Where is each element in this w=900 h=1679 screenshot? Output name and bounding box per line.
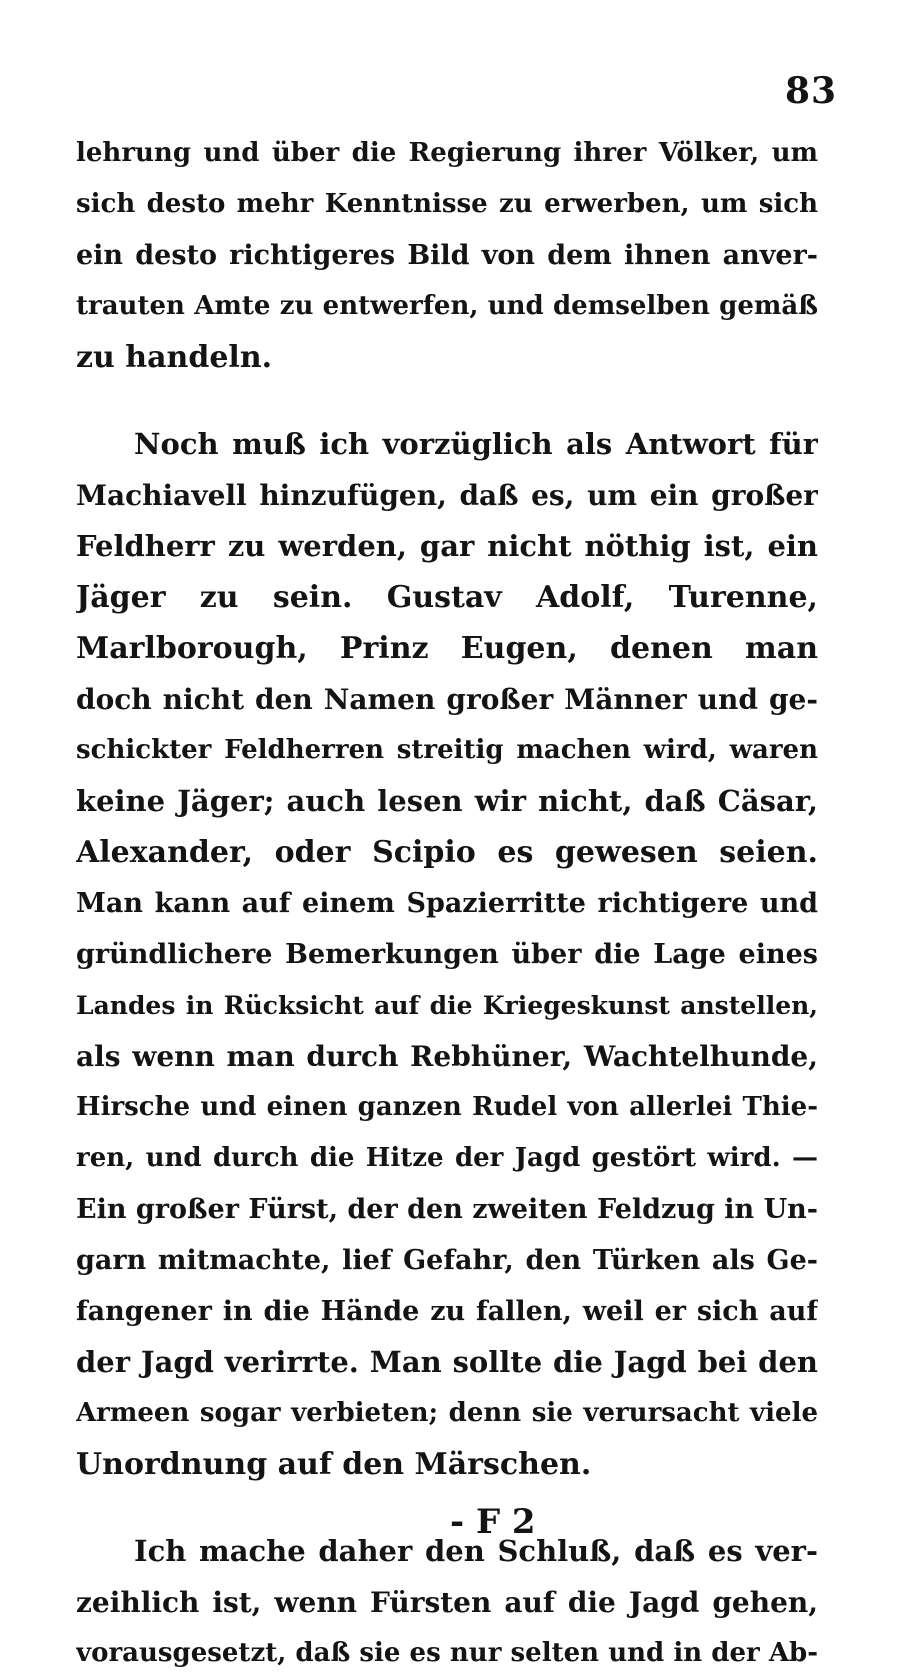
text-line: garn mitmachte, lief Gefahr, den Türken als Ge- (76, 1245, 818, 1276)
text-line: Ich mache daher den Schluß, daß es ver- (134, 1534, 818, 1568)
text-line: keine Jäger; auch lesen wir nicht, daß Cäsar, (76, 784, 818, 818)
text-line: als wenn man durch Rebhüner, Wachtelhunde, (76, 1040, 818, 1073)
text-line: Unordnung auf den Märschen. (76, 1447, 592, 1482)
signature-mark: - F 2 (450, 1502, 536, 1542)
text-line: Feldherr zu werden, gar nicht nöthig ist, ein (76, 529, 818, 563)
text-line: trauten Amte zu entwerfen, und demselben gemäß (76, 291, 818, 321)
paragraph-1 (76, 128, 818, 383)
text-line: zeihlich ist, wenn Fürsten auf die Jagd gehen, (76, 1586, 818, 1619)
text-line: doch nicht den Namen großer Männer und ge- (76, 683, 818, 716)
text-line: schickter Feldherren streitig machen wird, waren (76, 735, 818, 765)
paragraph-gap (76, 383, 818, 419)
text-line: Ein großer Fürst, der den zweiten Feldzug in Un- (76, 1194, 818, 1225)
text-line: Noch muß ich vorzüglich als Antwort für (134, 427, 818, 461)
paragraph-3 (76, 1526, 818, 1679)
text-line: sich desto mehr Kenntnisse zu erwerben, um sich (76, 189, 818, 219)
text-line: ren, und durch die Hitze der Jagd gestört wird. — (76, 1143, 818, 1173)
text-line: Marlborough, Prinz Eugen, denen man (76, 631, 818, 666)
text-line: lehrung und über die Regierung ihrer Völker, um (76, 138, 818, 168)
body-text (76, 128, 818, 1679)
text-line: ein desto richtigeres Bild von dem ihnen anver- (76, 240, 818, 271)
text-line: gründlichere Bemerkungen über die Lage eines (76, 939, 818, 970)
text-line: Armeen sogar verbieten; denn sie verursacht viele (76, 1398, 818, 1428)
text-line: Landes in Rücksicht auf die Kriegeskunst anstellen, (76, 991, 818, 1020)
text-line: Hirsche und einen ganzen Rudel von allerlei Thie- (76, 1092, 818, 1122)
text-line: der Jagd verirrte. Man sollte die Jagd bei den (76, 1345, 818, 1379)
text-line: fangener in die Hände zu fallen, weil er sich auf (76, 1296, 818, 1327)
text-line: Jäger zu sein. Gustav Adolf, Turenne, (76, 580, 818, 615)
page-number: 83 (785, 70, 838, 112)
paragraph-2 (76, 419, 818, 1490)
text-line: zu handeln. (76, 340, 273, 375)
text-line: Machiavell hinzufügen, daß es, um ein großer (76, 479, 818, 512)
paragraph-gap (76, 1490, 818, 1526)
text-line: Man kann auf einem Spazierritte richtigere und (76, 888, 818, 919)
text-line: Alexander, oder Scipio es gewesen seien. (76, 835, 818, 870)
text-line: vorausgesetzt, daß sie es nur selten und in der Ab- (76, 1638, 818, 1668)
